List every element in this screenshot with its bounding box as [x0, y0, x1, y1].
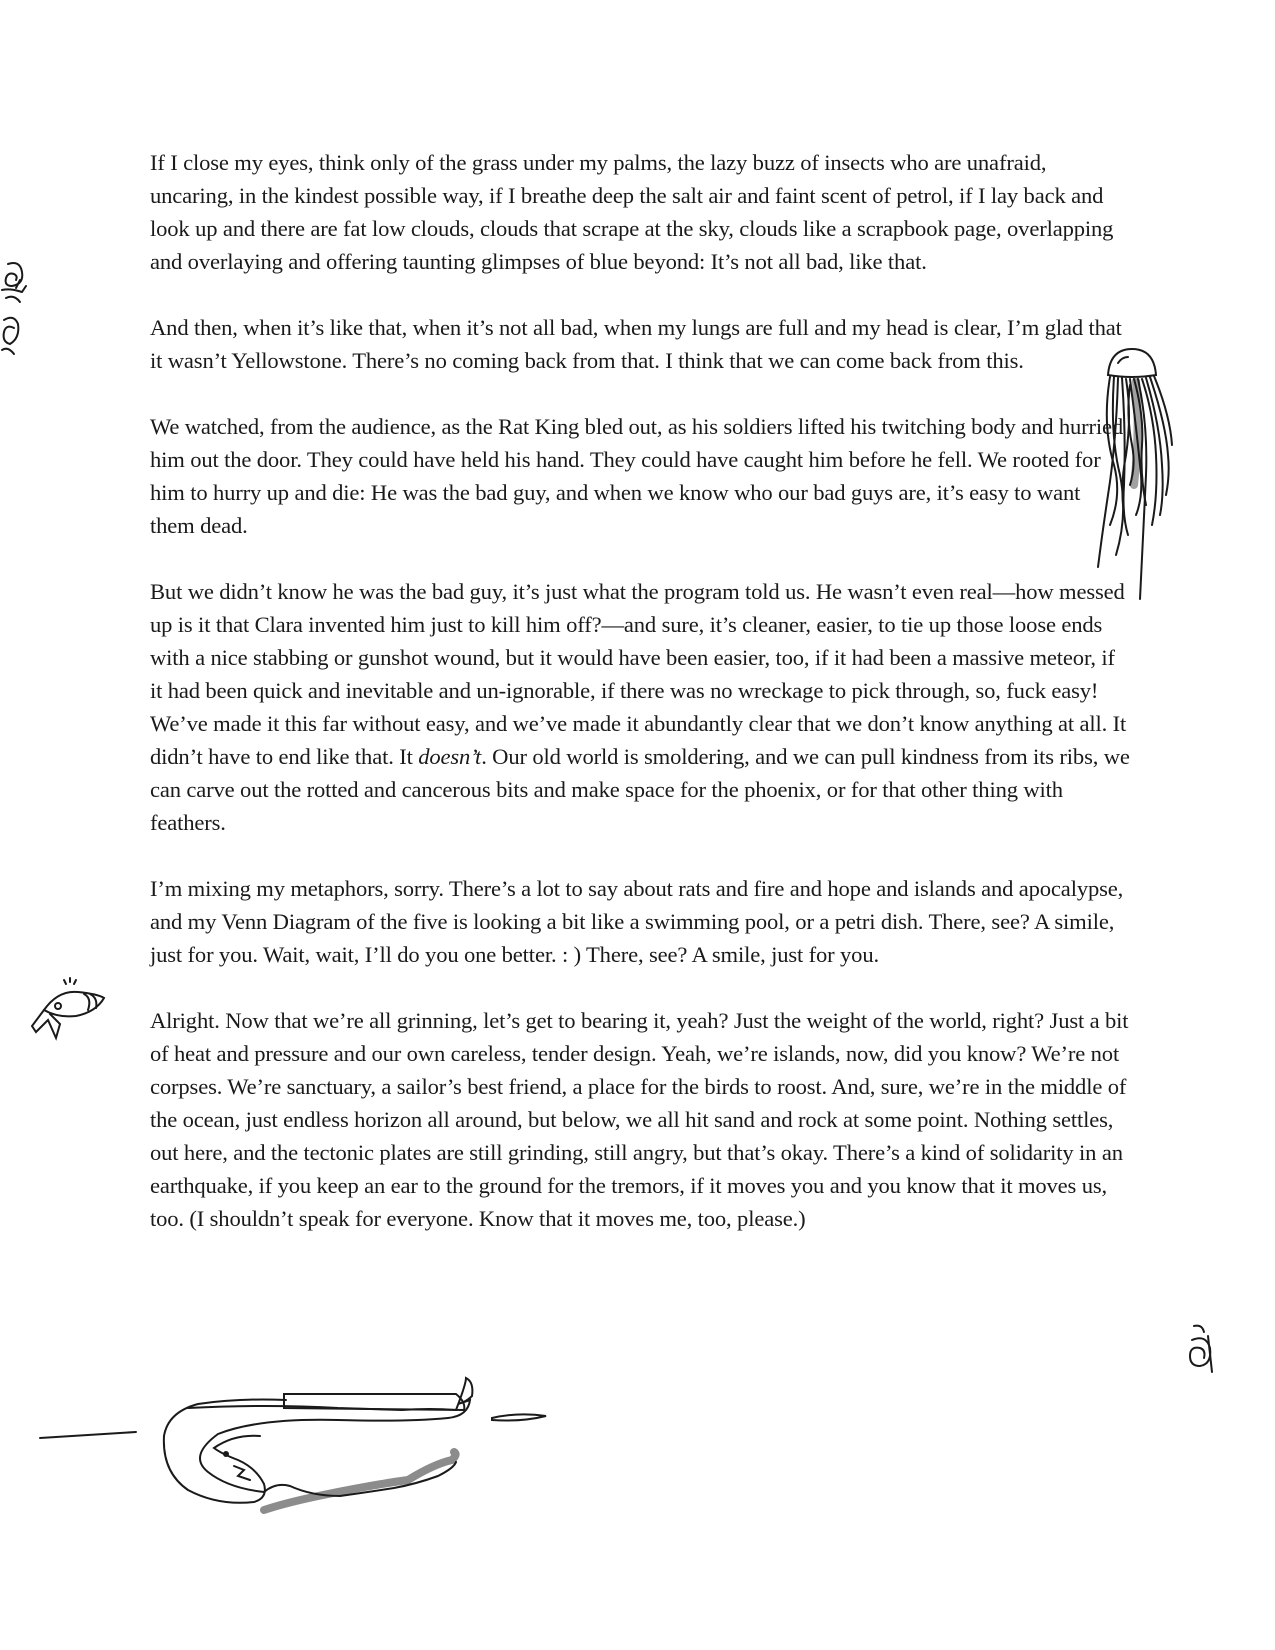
- snail-and-creature-doodle-icon: [0, 258, 30, 366]
- small-creature-doodle-icon: [1186, 1322, 1216, 1376]
- paragraph-4-end: . Our old world is smoldering, and we can pull kindness from its ribs, we can carve out the rotted and cancerous bits and make space for the phoenix, or for that other thing with feathers.: [150, 744, 1130, 835]
- fish-icon: [28, 968, 110, 1040]
- paragraph-2: And then, when it’s like that, when it’s not all bad, when my lungs are full and my head is clear, I’m glad that it wasn’t Yellowstone. There’s no coming back from that. I think that we can come back from this.: [150, 315, 1122, 373]
- paragraph-4-emphasis: doesn’t: [418, 744, 482, 769]
- paragraph-5: I’m mixing my metaphors, sorry. There’s a lot to say about rats and fire and hope and islands and apocalypse, and my Venn Diagram of the five is looking a bit like a swimming pool, or a petri dish. There, see? A simile, just for you. Wait, wait, I’ll do you one better. : ) There, see? A smile, just for you.: [150, 876, 1124, 967]
- paragraph-3: We watched, from the audience, as the Rat King bled out, as his soldiers lifted his twitching body and hurried him out the door. They could have held his hand. They could have caught him before he fell. We rooted for him to hurry up and die: He was the bad guy, and when we know who our bad guys are, it’s easy to want them dead.: [150, 414, 1124, 538]
- eel-icon: [38, 1372, 558, 1522]
- paragraph-1: If I close my eyes, think only of the grass under my palms, the lazy buzz of insects who are unafraid, uncaring, in the kindest possible way, if I breathe deep the salt air and faint scent of petrol, if I lay back and look up and there are fat low clouds, clouds that scrape at the sky, clouds like a scrapbook page, overlapping and overlaying and offering taunting glimpses of blue beyond: It’s not all bad, like that.: [150, 150, 1114, 274]
- paragraph-4: [150, 575, 1130, 839]
- body-text: [150, 146, 1130, 1268]
- jellyfish-icon: [1096, 345, 1176, 601]
- paragraph-4-start: But we didn’t know he was the bad guy, it’s just what the program told us. He wasn’t even real—how messed up is it that Clara invented him just to kill him off?—and sure, it’s cleaner, easier, to tie up those loose ends with a nice stabbing or gunshot wound, but it would have been easier, too, if it had been a massive meteor, if it had been quick and inevitable and un-ignorable, if there was no wreckage to pick through, so, fuck easy! We’ve made it this far without easy, and we’ve made it abundantly clear that we don’t know anything at all. It didn’t have to end like that. It: [150, 579, 1127, 769]
- paragraph-6: Alright. Now that we’re all grinning, let’s get to bearing it, yeah? Just the weight of the world, right? Just a bit of heat and pressure and our own careless, tender design. Yeah, we’re islands, now, did you know? We’re not corpses. We’re sanctuary, a sailor’s best friend, a place for the birds to roost. And, sure, we’re in the middle of the ocean, just endless horizon all around, but below, we all hit sand and rock at some point. Nothing settles, out here, and the tectonic plates are still grinding, still angry, but that’s okay. There’s a kind of solidarity in an earthquake, if you keep an ear to the ground for the tremors, if it moves you and you know that it moves us, too. (I shouldn’t speak for everyone. Know that it moves me, too, please.): [150, 1008, 1129, 1231]
